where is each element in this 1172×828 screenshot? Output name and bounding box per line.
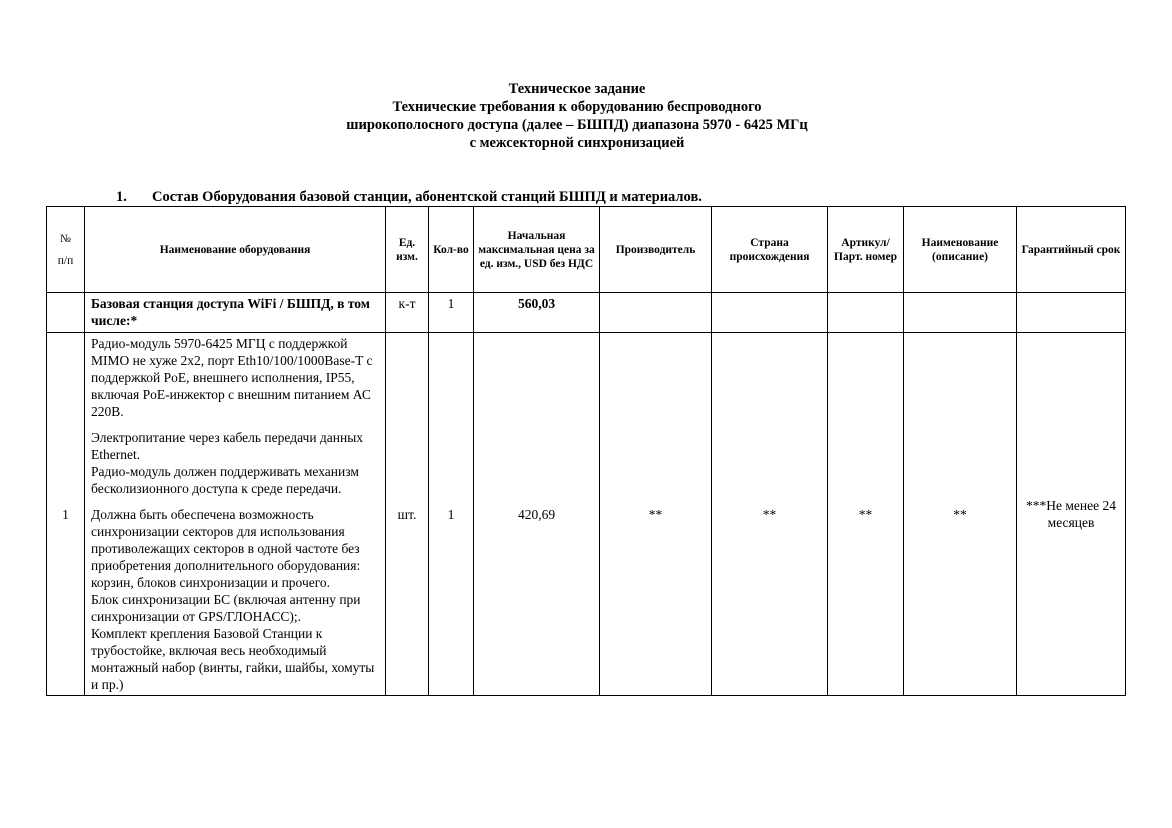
cell-warranty: ***Не менее 24 месяцев — [1017, 333, 1126, 696]
header-country: Страна происхождения — [712, 207, 828, 293]
cell-manufacturer: ** — [600, 333, 712, 696]
title-line: с межсекторной синхронизацией — [469, 135, 685, 151]
header-name: Наименование оборудования — [85, 207, 386, 293]
header-manufacturer: Производитель — [600, 207, 712, 293]
desc-paragraph: Радио-модуль 5970-6425 МГЦ с поддержкой MIMO не хуже 2x2, порт Eth10/100/1000Base-T с поддержкой PoE, внешнего исполнения, IP55, включая PoE-инжектор с внешним питанием АС 220В. — [91, 336, 373, 419]
cell-article: ** — [828, 333, 904, 696]
title-line: широкополосного доступа (далее – БШПД) диапазона 5970 - 6425 МГц — [346, 117, 808, 133]
cell-article — [828, 293, 904, 333]
header-article: Артикул/ Парт. номер — [828, 207, 904, 293]
cell-price: 560,03 — [474, 293, 600, 333]
desc-paragraph: Радио-модуль должен поддерживать механизм бесколизионного доступа к среде передачи. — [91, 464, 359, 496]
table-row — [47, 333, 1126, 696]
desc-paragraph: Электропитание через кабель передачи данных Ethernet. — [91, 430, 364, 462]
document-title — [0, 80, 1154, 152]
cell-warranty — [1017, 293, 1126, 333]
title-line: Техническое задание — [508, 81, 646, 97]
header-price: Начальная максимальная цена за ед. изм., USD без НДС — [474, 207, 600, 293]
header-num-line2: п/п — [57, 254, 74, 267]
header-num-line1: № — [60, 232, 71, 245]
cell-qty: 1 — [429, 293, 474, 333]
cell-num — [47, 293, 85, 333]
table-header-row — [47, 207, 1126, 293]
cell-name-desc: ** — [904, 333, 1017, 696]
section-number: 1. — [116, 189, 127, 205]
header-num — [47, 207, 85, 293]
cell-price: 420,69 — [474, 333, 600, 696]
cell-qty: 1 — [429, 333, 474, 696]
desc-paragraph: Блок синхронизации БС (включая антенну при синхронизации от GPS/ГЛОНАСС);. — [91, 592, 361, 624]
table-row — [47, 293, 1126, 333]
cell-country — [712, 293, 828, 333]
desc-paragraph: Комплект крепления Базовой Станции к трубостойке, включая весь необходимый монтажный набор (винты, гайки, шайбы, хомуты и пр.) — [91, 626, 375, 692]
section-title: Состав Оборудования базовой станции, абонентской станций БШПД и материалов. — [152, 189, 702, 205]
cell-country: ** — [712, 333, 828, 696]
cell-manufacturer — [600, 293, 712, 333]
cell-name: Базовая станция доступа WiFi / БШПД, в том числе:* — [85, 293, 386, 333]
header-warranty: Гарантийный срок — [1017, 207, 1126, 293]
cell-num: 1 — [47, 333, 85, 696]
title-line: Технические требования к оборудованию беспроводного — [392, 99, 762, 115]
cell-unit: шт. — [386, 333, 429, 696]
cell-name-desc — [904, 293, 1017, 333]
header-unit: Ед. изм. — [386, 207, 429, 293]
header-qty: Кол-во — [429, 207, 474, 293]
equipment-table — [46, 206, 1126, 696]
section-heading — [116, 188, 702, 206]
desc-paragraph: Должна быть обеспечена возможность синхронизации секторов для использования противолежащих секторов в одной частоте без приобретения дополнительного оборудования: корзин, блоков синхронизации и прочего. — [91, 507, 361, 590]
cell-unit: к-т — [386, 293, 429, 333]
header-name-desc: Наименование (описание) — [904, 207, 1017, 293]
cell-name — [85, 333, 386, 696]
